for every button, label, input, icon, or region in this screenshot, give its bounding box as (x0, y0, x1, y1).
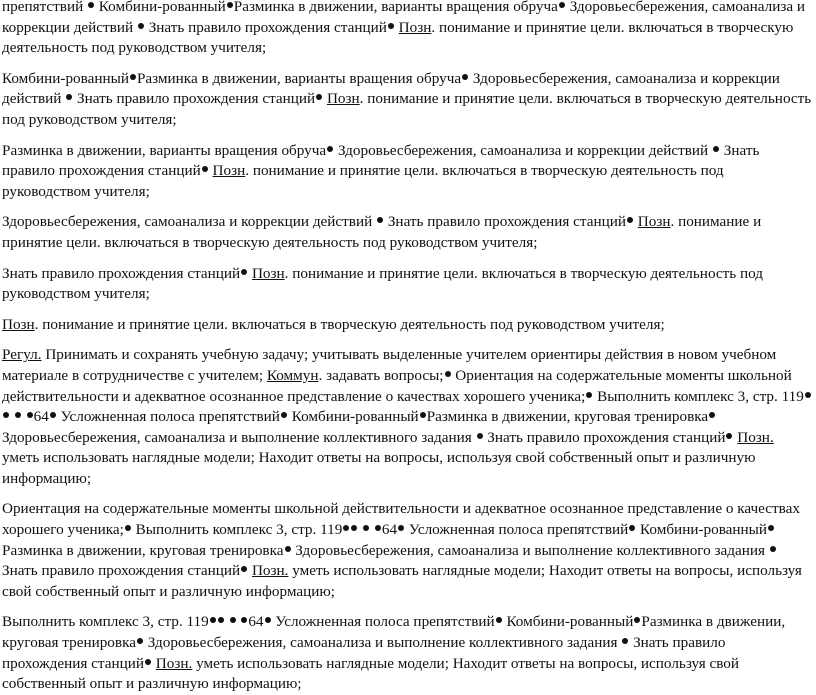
bullet-dot-icon (709, 412, 715, 418)
paragraph (2, 315, 812, 336)
text-run: препятствий (2, 0, 87, 15)
text-run (22, 408, 26, 425)
bullet-dot-icon (343, 525, 349, 531)
bullet-dot-icon (351, 525, 357, 531)
bullet-dot-icon (375, 525, 381, 531)
bullet-dot-icon (218, 617, 224, 623)
text-run: Выполнить комплекс 3, стр. 119 (2, 613, 209, 631)
text-run: уметь использовать наглядные модели; Находит ответы на вопросы, используя свой собственный опыт и различную информацию; (2, 562, 802, 600)
bullet-dot-icon (227, 2, 233, 8)
text-run: Ориентация на содержательные моменты школьной действительности и адекватное осознанное представление о качествах хорошего ученика; (2, 500, 800, 539)
text-run: . понимание и принятие цели. включаться в творческую деятельность под руководством учителя; (34, 315, 665, 333)
bullet-dot-icon (265, 617, 271, 623)
text-run: Комбини-рованный (636, 521, 767, 539)
bullet-dot-icon (627, 217, 633, 223)
text-run: Разминка в движении, варианты вращения обруча (233, 0, 558, 15)
paragraph (2, 499, 812, 602)
bullet-dot-icon (15, 412, 21, 418)
bullet-dot-icon (285, 546, 291, 552)
bullet-dot-icon (398, 525, 404, 531)
bullet-dot-icon (145, 659, 151, 665)
bullet-dot-icon (496, 617, 502, 623)
bullet-dot-icon (629, 525, 635, 531)
underlined-abbreviation: Позн. (251, 562, 289, 580)
text-run: . понимание и принятие цели. включаться в творческую деятельность под руководством учителя; (2, 162, 724, 200)
text-run: Комбини-рованный (287, 408, 419, 426)
bullet-dot-icon (66, 94, 72, 100)
text-run: . понимание и принятие цели. включаться в творческую деятельность под руководством учителя; (2, 90, 812, 128)
underlined-abbreviation: Позн (326, 90, 360, 108)
bullet-dot-icon (363, 525, 369, 531)
text-run: Здоровьесбережения, самоанализа и коррекции действий (2, 69, 780, 108)
text-run: Усложненная полоса препятствий (405, 521, 629, 539)
text-run: Здоровьесбережения, самоанализа и выполнение коллективного задания (2, 428, 476, 446)
bullet-dot-icon (726, 433, 732, 439)
underlined-abbreviation: Позн (637, 213, 671, 231)
bullet-dot-icon (420, 412, 426, 418)
text-run: 64 (33, 408, 49, 426)
bullet-dot-icon (138, 23, 144, 29)
bullet-dot-icon (462, 74, 468, 80)
text-run: Выполнить комплекс 3, стр. 119 (131, 521, 343, 539)
bullet-dot-icon (377, 217, 383, 223)
bullet-dot-icon (768, 525, 774, 531)
text-run: Знать правило прохождения станций (144, 18, 387, 36)
bullet-dot-icon (125, 525, 131, 531)
bullet-dot-icon (281, 412, 287, 418)
underlined-abbreviation: Позн (398, 18, 432, 36)
bullet-dot-icon (316, 94, 322, 100)
text-run: Ориентация на содержательные моменты школьной действительности и адекватное осознанное представление о качествах хорошего ученика; (2, 366, 792, 405)
text-run: Здоровьесбережения, самоанализа и коррекции действий (334, 141, 712, 159)
text-run (358, 521, 362, 538)
bullet-dot-icon (241, 566, 247, 572)
bullet-dot-icon (241, 269, 247, 275)
bullet-dot-icon (622, 638, 628, 644)
text-run: Комбини-рованный (2, 69, 129, 87)
paragraph (2, 212, 812, 253)
paragraph (2, 0, 812, 59)
text-run: 64 (381, 521, 398, 539)
bullet-dot-icon (27, 412, 33, 418)
text-run: Усложненная полоса препятствий (56, 408, 280, 426)
text-run: Знать правило прохождения станций (384, 213, 626, 231)
text-run: Знать правило прохождения станций (2, 264, 241, 282)
text-run: Разминка в движении, круговая тренировка (426, 408, 709, 426)
text-run: Разминка в движении, варианты вращения обруча (136, 69, 462, 87)
bullet-dot-icon (586, 392, 592, 398)
paragraph (2, 69, 812, 131)
underlined-abbreviation: Позн (2, 315, 35, 333)
text-run (237, 613, 241, 630)
bullet-dot-icon (559, 2, 565, 8)
text-run (10, 408, 14, 425)
bullet-dot-icon (137, 638, 143, 644)
text-run (370, 521, 374, 538)
underlined-abbreviation: Регул. (2, 346, 42, 364)
bullet-dot-icon (477, 433, 483, 439)
paragraph (2, 345, 812, 489)
text-run: Здоровьесбережения, самоанализа и коррекции действий (2, 213, 377, 231)
text-run: Знать правило прохождения станций (2, 562, 241, 580)
text-run: . понимание и принятие цели. включаться в творческую деятельность под руководством учителя; (2, 213, 762, 251)
paragraph (2, 264, 812, 305)
text-run: уметь использовать наглядные модели; Находит ответы на вопросы, используя свой собственный опыт и различную информацию; (2, 449, 756, 487)
bullet-dot-icon (230, 617, 236, 623)
text-run: Комбини-рованный (95, 0, 226, 15)
text-run (225, 613, 229, 630)
paragraph (2, 612, 812, 694)
text-run: Разминка в движении, варианты вращения обруча (2, 141, 327, 159)
text-run: Знать правило прохождения станций (2, 634, 726, 672)
text-run: Разминка в движении, круговая тренировка (2, 613, 786, 652)
text-run: Выполнить комплекс 3, стр. 119 (593, 387, 804, 405)
bullet-dot-icon (210, 617, 216, 623)
bullet-dot-icon (388, 23, 394, 29)
underlined-abbreviation: Позн (251, 264, 285, 282)
bullet-dot-icon (202, 166, 208, 172)
bullet-dot-icon (770, 546, 776, 552)
text-run: Принимать и сохранять учебную задачу; учитывать выделенные учителем ориентиры действия в новом учебном материале в сотрудничестве с учителем; (2, 346, 777, 384)
text-run: Знать правило прохождения станций (73, 90, 316, 108)
bullet-dot-icon (88, 2, 94, 8)
bullet-dot-icon (713, 146, 719, 152)
bullet-dot-icon (805, 392, 811, 398)
text-run: Здоровьесбережения, самоанализа и выполнение коллективного задания (291, 541, 769, 559)
bullet-dot-icon (327, 146, 333, 152)
text-run: Здоровьесбережения, самоанализа и коррекции действий (2, 0, 806, 36)
text-run: . понимание и принятие цели. включаться в творческую деятельность под руководством учителя; (2, 264, 764, 303)
bullet-dot-icon (445, 371, 451, 377)
text-run: Разминка в движении, круговая тренировка (2, 541, 284, 559)
text-run: . понимание и принятие цели. включаться в творческую деятельность под руководством учителя; (2, 18, 794, 57)
bullet-dot-icon (241, 617, 247, 623)
underlined-abbreviation: Коммун (266, 366, 319, 384)
paragraph (2, 141, 812, 203)
text-run: 64 (248, 613, 264, 631)
text-run: Здоровьесбережения, самоанализа и выполнение коллективного задания (143, 634, 622, 652)
underlined-abbreviation: Позн. (155, 654, 193, 672)
text-run: . задавать вопросы; (318, 366, 444, 384)
underlined-abbreviation: Позн. (737, 428, 774, 446)
bullet-dot-icon (130, 74, 136, 80)
underlined-abbreviation: Позн (212, 162, 246, 180)
text-run: уметь использовать наглядные модели; Находит ответы на вопросы, используя свой собственный опыт и различную информацию; (2, 654, 740, 693)
bullet-dot-icon (3, 412, 9, 418)
bullet-dot-icon (50, 412, 56, 418)
bullet-dot-icon (634, 617, 640, 623)
text-run: Комбини-рованный (502, 613, 634, 631)
text-run: Знать правило прохождения станций (2, 141, 760, 180)
text-run: Усложненная полоса препятствий (271, 613, 495, 631)
text-run: Знать правило прохождения станций (483, 428, 726, 446)
